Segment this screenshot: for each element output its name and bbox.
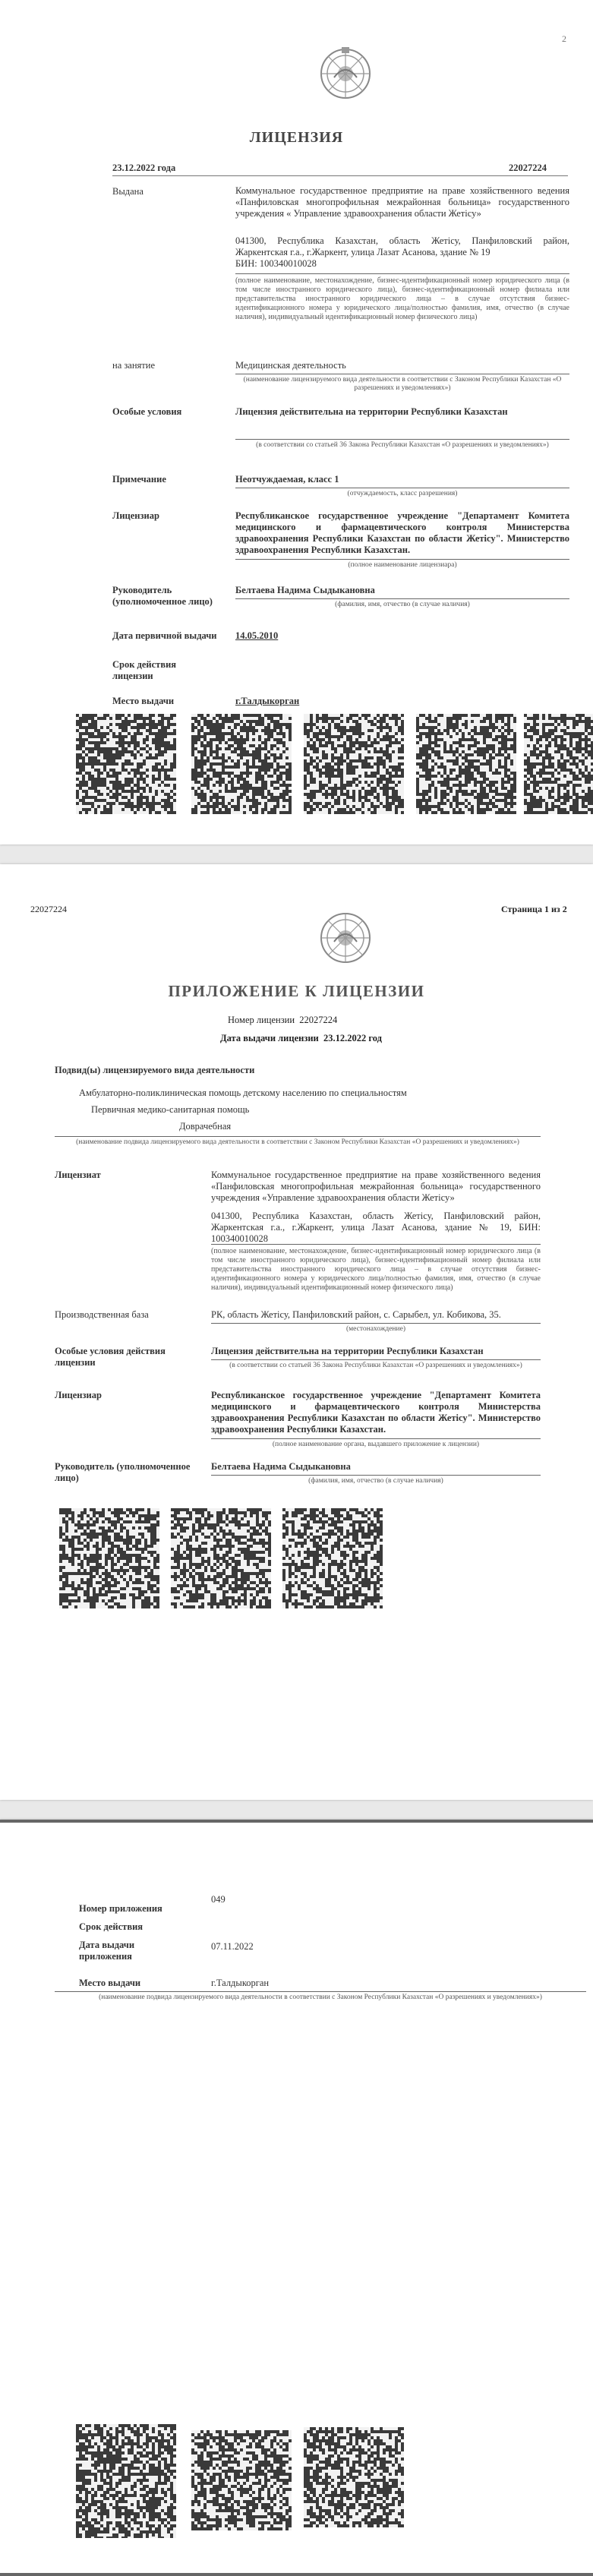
licensee-address: 041300, Республика Казахстан, область Жетісу, Панфиловский район, Жаркентская г.а., г.Жаркент, улица Лазат Асанова, здание № 19, БИН: 100340010028 (211, 1211, 541, 1244)
kazakhstan-emblem-icon (319, 47, 372, 100)
head-value: Белтаева Надима Сыдыкановна (235, 585, 375, 595)
corner-mark: 2 (562, 33, 566, 44)
appendix-page (0, 864, 593, 1800)
head-label: Руководитель (уполномоченное лицо) (112, 585, 213, 607)
subtype-item: Амбулаторно-поликлиническая помощь детскому населению по специальностям (79, 1088, 407, 1098)
license-no-row (228, 1015, 337, 1026)
remark-label: Примечание (112, 474, 166, 485)
licensor-label: Лицензиар (112, 510, 159, 521)
base-value: РК, область Жетісу, Панфиловский район, с. Сарыбел, ул. Кобикова, 35. (211, 1309, 501, 1320)
qr-code-icon (416, 714, 516, 814)
appendix-conditions-value: Лицензия действительна на территории Республики Казахстан (211, 1346, 484, 1356)
appendix-continuation-page (0, 1820, 593, 2576)
issued-bin: БИН: 100340010028 (235, 258, 317, 269)
qr-code-icon (304, 714, 404, 814)
subtype-item: Доврачебная (179, 1121, 232, 1132)
license-title: ЛИЦЕНЗИЯ (249, 129, 344, 146)
app-date-label: Дата выдачи приложения (79, 1940, 135, 1962)
appendix-licensor-note: (полное наименование органа, выдавшего приложение к лицензии) (211, 1438, 541, 1449)
qr-code-icon (59, 1508, 159, 1608)
appendix-title: ПРИЛОЖЕНИЕ К ЛИЦЕНЗИИ (168, 982, 425, 1000)
app-place-label: Место выдачи (79, 1978, 141, 1988)
page-indicator: Страница 1 из 2 (501, 904, 567, 914)
licensee-label: Лицензиат (55, 1170, 101, 1180)
conditions-label: Особые условия (112, 406, 182, 417)
remark-note: (отчуждаемость, класс разрешения) (235, 488, 569, 498)
first-date-value: 14.05.2010 (235, 630, 279, 641)
appendix-head-note: (фамилия, имя, отчество (в случае наличия) (211, 1475, 541, 1485)
app-place-value: г.Талдыкорган (211, 1978, 270, 1988)
activity-label: на занятие (112, 360, 155, 371)
head-note: (фамилия, имя, отчество (в случае наличия) (235, 598, 569, 609)
first-date-label: Дата первичной выдачи (112, 630, 217, 641)
subtype-item: Первичная медико-санитарная помощь (91, 1104, 250, 1115)
licensor-note: (полное наименование лицензиара) (235, 559, 569, 570)
license-no-label: Номер лицензии (228, 1015, 295, 1025)
app-validity-label: Срок действия (79, 1921, 144, 1932)
subtypes-header: Подвид(ы) лицензируемого вида деятельности (55, 1065, 255, 1075)
qr-code-icon (171, 1508, 271, 1608)
subtypes-note: (наименование подвида лицензируемого вида деятельности в соответствии с Законом Республики Казахстан «О разрешениях и уведомлениях») (55, 1136, 541, 1147)
qr-code-icon (282, 1508, 383, 1608)
licensee-value: Коммунальное государственное предприятие на праве хозяйственного ведения «Панфиловская многопрофильная межрайонная больница» государственного учреждения «Управление здравоохранения области Жетісу» (211, 1170, 541, 1203)
qr-code-icon (191, 2430, 292, 2530)
issued-note: (полное наименование, местонахождение, бизнес-идентификационный номер юридического лица (в том числе иностранного юридического лица), бизнес-идентификационный номер филиала или представительства иностранного юридического лица – в случае отсутствия бизнес-идентификационного номера у юридического лица/полностью фамилия, имя, отчество (в случае наличия), индивидуальный идентификационный номер физического лица) (235, 273, 569, 322)
appendix-licensor-value: Республиканское государственное учреждение "Департамент Комитета медицинского и фармацевтического контроля Министерства здравоохранения Республики Казахстан по области Жетісу". Министерство здравоохранения Республики Казахстан. (211, 1390, 541, 1435)
license-date-value: 23.12.2022 год (323, 1033, 382, 1043)
activity-value: Медицинская деятельность (235, 360, 346, 371)
app-no-label: Номер приложения (79, 1903, 162, 1914)
licensor-value: Республиканское государственное учреждение "Департамент Комитета медицинского и фармацевтического контроля Министерства здравоохранения Республики Казахстан по области Жетісу". Министерство здравоохранения Республики Казахстан. (235, 510, 569, 555)
licensee-note: (полное наименование, местонахождение, бизнес-идентификационный номер юридического лица (в том числе иностранного юридического лица), бизнес-идентификационный номер филиала или представительства иностранного юридического лица – в случае отсутствия бизнес-идентификационного номера у юридического лица/полностью фамилия, имя, отчество (в случае наличия), индивидуальный идентификационный номер физического лица) (211, 1244, 541, 1293)
validity-label: Срок действия лицензии (112, 659, 177, 681)
qr-code-icon (304, 2427, 404, 2527)
license-page (0, 0, 593, 844)
remark-value: Неотчуждаемая, класс 1 (235, 474, 339, 485)
base-label: Производственная база (55, 1309, 149, 1320)
license-date: 23.12.2022 года (112, 163, 176, 173)
base-note: (местонахождение) (211, 1323, 541, 1334)
place-value: г.Талдыкорган (235, 696, 300, 706)
appendix-licensor-label: Лицензиар (55, 1390, 102, 1400)
place-label: Место выдачи (112, 696, 175, 706)
appendix-head-value: Белтаева Надима Сыдыкановна (211, 1461, 351, 1472)
qr-code-icon (191, 714, 292, 814)
appendix-head-label: Руководитель (уполномоченное лицо) (55, 1461, 191, 1483)
appendix-conditions-note: (в соответствии со статьей 36 Закона Республики Казахстан «О разрешениях и уведомлениях») (211, 1359, 541, 1370)
qr-code-icon (524, 714, 593, 814)
activity-note: (наименование лицензируемого вида деятельности в соответствии с Законом Республики Казахстан «О разрешениях и уведомлениях») (235, 374, 569, 393)
issued-address: 041300, Республика Казахстан, область Жетісу, Панфиловский район, Жаркентская г.а., г.Жаркент, улица Лазат Асанова, здание № 19 (235, 235, 569, 257)
license-number: 22027224 (509, 163, 547, 173)
conditions-value: Лицензия действительна на территории Республики Казахстан (235, 406, 508, 417)
license-date-row (220, 1033, 382, 1044)
issued-label: Выдана (112, 186, 144, 197)
license-no-value: 22027224 (299, 1015, 338, 1025)
kazakhstan-emblem-icon (319, 911, 372, 964)
license-date-label: Дата выдачи лицензии (220, 1033, 319, 1043)
appendix-number: 22027224 (30, 904, 67, 914)
app-place-note: (наименование подвида лицензируемого вида деятельности в соответствии с Законом Республики Казахстан «О разрешениях и уведомлениях») (55, 1991, 586, 2002)
appendix-conditions-label: Особые условия действия лицензии (55, 1346, 166, 1368)
issued-value: Коммунальное государственное предприятие на праве хозяйственного ведения «Панфиловская многопрофильная межрайонная больница» государственного учреждения « Управление здравоохранения области Жетісу» (235, 185, 569, 219)
app-date-value: 07.11.2022 (211, 1941, 254, 1952)
app-no-value: 049 (211, 1894, 226, 1905)
conditions-note: (в соответствии со статьей 36 Закона Республики Казахстан «О разрешениях и уведомлениях») (235, 439, 569, 450)
qr-code-icon (76, 714, 176, 814)
qr-code-icon (76, 2424, 176, 2538)
